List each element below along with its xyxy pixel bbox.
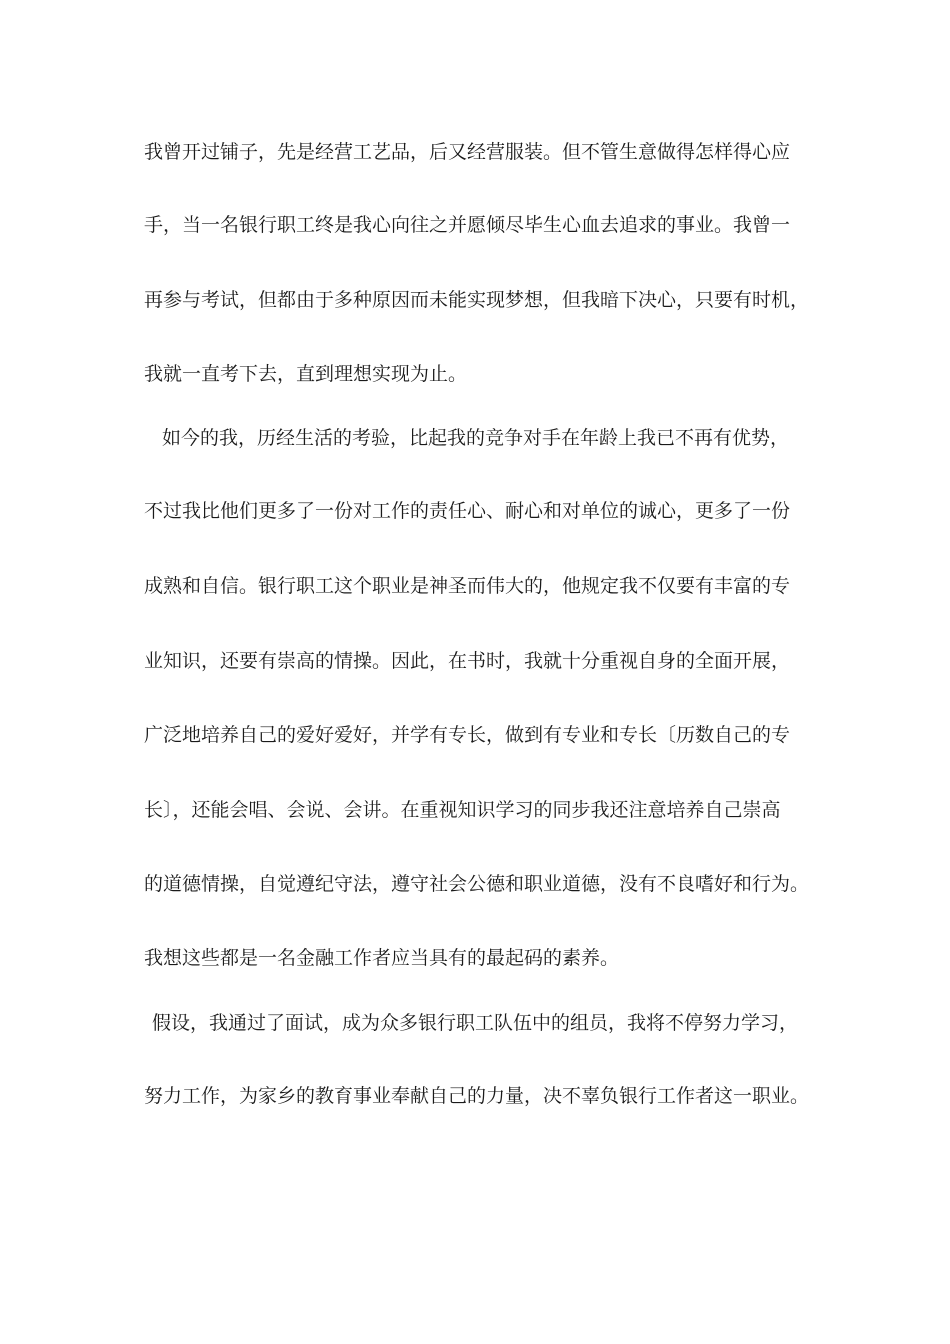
- text-line-12: 我想这些都是一名金融工作者应当具有的最起码的素养。: [144, 947, 620, 969]
- text-line-7: 成熟和自信。银行职工这个职业是神圣而伟大的，他规定我不仅要有丰富的专: [144, 575, 791, 597]
- text-line-8: 业知识，还要有崇高的情操。因此，在书时，我就十分重视自身的全面开展，: [144, 650, 791, 672]
- text-line-1: 我曾开过铺子，先是经营工艺品，后又经营服装。但不管生意做得怎样得心应: [144, 141, 791, 163]
- text-line-10: 长〕，还能会唱、会说、会讲。在重视知识学习的同步我还注意培养自己崇高: [144, 799, 781, 821]
- text-line-5: 如今的我，历经生活的考验，比起我的竞争对手在年龄上我已不再有优势，: [162, 427, 790, 449]
- text-line-11: 的道德情操，自觉遵纪守法，遵守社会公德和职业道德，没有不良嗜好和行为。: [144, 873, 810, 895]
- text-line-6: 不过我比他们更多了一份对工作的责任心、耐心和对单位的诚心，更多了一份: [144, 500, 791, 522]
- text-line-4: 我就一直考下去，直到理想实现为止。: [144, 363, 468, 385]
- text-line-9: 广泛地培养自己的爱好爱好，并学有专长，做到有专业和专长〔历数自己的专: [144, 724, 791, 746]
- text-line-2: 手，当一名银行职工终是我心向往之并愿倾尽毕生心血去追求的事业。我曾一: [144, 214, 791, 236]
- text-line-3: 再参与考试，但都由于多种原因而未能实现梦想，但我暗下决心，只要有时机，: [144, 289, 810, 311]
- text-line-14: 努力工作，为家乡的教育事业奉献自己的力量，决不辜负银行工作者这一职业。: [144, 1085, 810, 1107]
- text-line-13: 假设，我通过了面试，成为众多银行职工队伍中的组员，我将不停努力学习，: [152, 1012, 799, 1034]
